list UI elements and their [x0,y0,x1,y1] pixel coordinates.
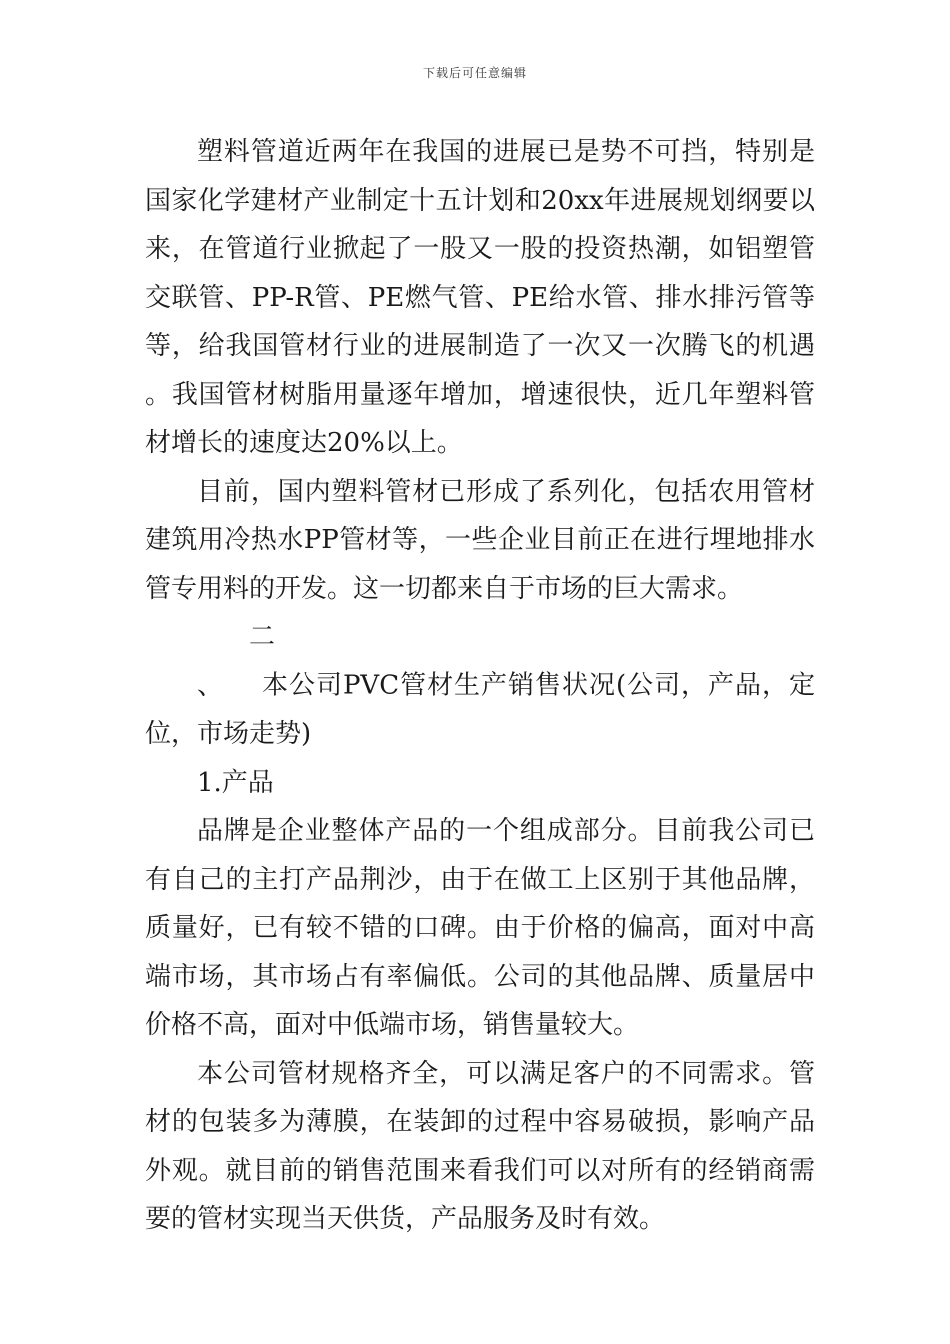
section-heading [145,613,815,759]
paragraph-current-market: 目前，国内塑料管材已形成了系列化，包括农用管材建筑用冷热水PP管材等，一些企业目前正在进行埋地排水管专用料的开发。这一切都来自于市场的巨大需求。 [145,476,815,604]
section-number: 二、 [197,622,276,701]
paragraph-plastic-pipe-development: 塑料管道近两年在我国的进展已是势不可挡，特别是国家化学建材产业制定十五计划和20xx年进展规划纲要以来，在管道行业掀起了一股又一股的投资热潮，如铝塑管交联管、PP-R管、PE燃气管、PE给水管、排水排污管等等，给我国管材行业的进展制造了一次又一次腾飞的机遇。我国管材树脂用量逐年增加，增速很快，近几年塑料管材增长的速度达20%以上。 [145,137,815,458]
subsection-heading: 1.产品 [197,767,274,798]
document-body [145,128,815,1244]
paragraph-specifications: 本公司管材规格齐全，可以满足客户的不同需求。管材的包装多为薄膜，在装卸的过程中容易破损，影响产品外观。就目前的销售范围来看我们可以对所有的经销商需要的管材实现当天供货，产品服务及时有效。 [145,1058,815,1234]
section-title: 本公司PVC管材生产销售状况(公司，产品，定位，市场走势) [145,670,815,749]
paragraph-brand: 品牌是企业整体产品的一个组成部分。目前我公司已有自己的主打产品荆沙，由于在做工上区别于其他品牌，质量好，已有较不错的口碑。由于价格的偏高，面对中高端市场，其市场占有率偏低。公司的其他品牌、质量居中价格不高，面对中低端市场，销售量较大。 [145,816,815,1040]
header-note: 下载后可任意编辑 [422,66,527,80]
